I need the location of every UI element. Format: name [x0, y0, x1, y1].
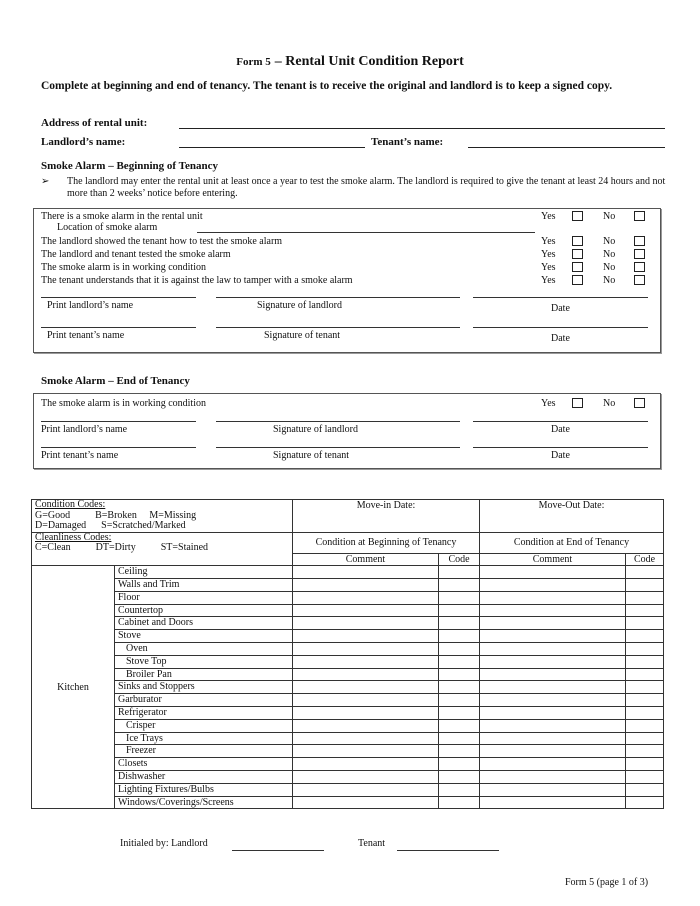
initialed-landlord-label: Initialed by: Landlord: [120, 838, 208, 849]
comment-cell[interactable]: [480, 668, 626, 681]
code-cell[interactable]: [439, 758, 480, 771]
item-countertop: Countertop: [115, 604, 293, 617]
condition-table: [31, 499, 664, 809]
item-windows-coverings: Windows/Coverings/Screens: [115, 796, 293, 809]
form-title: – Rental Unit Condition Report: [274, 54, 464, 69]
item-lighting-fixtures: Lighting Fixtures/Bulbs: [115, 783, 293, 796]
no-checkbox[interactable]: [634, 262, 645, 272]
print-landlord-line[interactable]: [41, 421, 196, 422]
code-header: Code: [439, 553, 480, 566]
comment-cell[interactable]: [293, 758, 439, 771]
code-cell[interactable]: [439, 694, 480, 707]
smoke-end-title: Smoke Alarm – End of Tenancy: [41, 375, 190, 387]
room-label-kitchen: Kitchen: [32, 566, 115, 809]
code-cell[interactable]: [439, 617, 480, 630]
code-cell[interactable]: [439, 707, 480, 720]
code-cell[interactable]: [439, 719, 480, 732]
item-closets: Closets: [115, 758, 293, 771]
sig-landlord-line[interactable]: [216, 297, 460, 298]
item-ceiling: Ceiling: [115, 566, 293, 579]
sig-tenant-label: Signature of tenant: [273, 450, 350, 461]
no-checkbox[interactable]: [634, 275, 645, 285]
code-cell[interactable]: [626, 758, 664, 771]
no-label: No: [603, 262, 616, 273]
code-cell[interactable]: [439, 630, 480, 643]
comment-cell[interactable]: [480, 604, 626, 617]
move-in-date-cell[interactable]: [293, 500, 480, 533]
comment-cell[interactable]: [480, 796, 626, 809]
comment-cell[interactable]: [293, 681, 439, 694]
page-footer: Form 5 (page 1 of 3): [565, 877, 649, 888]
comment-cell[interactable]: [480, 783, 626, 796]
print-tenant-line[interactable]: [41, 327, 196, 328]
initialed-tenant-field[interactable]: [397, 850, 499, 851]
condition-codes-title: Condition Codes:: [35, 499, 106, 510]
item-walls-and-trim: Walls and Trim: [115, 579, 293, 592]
comment-cell[interactable]: [293, 707, 439, 720]
item-ice-trays: Ice Trays: [115, 732, 293, 745]
no-label: No: [603, 236, 616, 247]
sig-landlord-label: Signature of landlord: [257, 300, 342, 311]
item-floor: Floor: [115, 591, 293, 604]
arrow-bullet-icon: ➢: [41, 176, 50, 187]
code-cell[interactable]: [626, 694, 664, 707]
yes-label: Yes: [541, 236, 556, 247]
location-label: Location of smoke alarm: [57, 222, 158, 233]
condition-codes-cell: [32, 500, 293, 533]
smoke-begin-item-1: There is a smoke alarm in the rental unit: [41, 211, 203, 222]
yes-label: Yes: [541, 275, 556, 286]
yes-checkbox[interactable]: [572, 262, 583, 272]
condition-codes-line-1: G=Good B=Broken M=Missing: [35, 509, 197, 521]
code-header: Code: [626, 553, 664, 566]
comment-cell[interactable]: [293, 668, 439, 681]
code-cell[interactable]: [626, 681, 664, 694]
item-stove-top: Stove Top: [115, 655, 293, 668]
code-cell[interactable]: [439, 796, 480, 809]
sig-tenant-label: Signature of tenant: [264, 330, 341, 341]
comment-cell[interactable]: [480, 732, 626, 745]
condition-begin-header: Condition at Beginning of Tenancy: [293, 532, 480, 553]
move-out-date-cell[interactable]: [480, 500, 664, 533]
item-oven: Oven: [115, 643, 293, 656]
code-cell[interactable]: [439, 783, 480, 796]
code-cell[interactable]: [626, 745, 664, 758]
print-landlord-label: Print landlord’s name: [41, 424, 128, 435]
item-crisper: Crisper: [115, 719, 293, 732]
smoke-end-item: The smoke alarm is in working condition: [41, 398, 206, 409]
no-checkbox[interactable]: [634, 398, 645, 408]
address-label: Address of rental unit:: [41, 117, 148, 129]
comment-cell[interactable]: [480, 579, 626, 592]
comment-cell[interactable]: [480, 617, 626, 630]
date-label: Date: [551, 424, 570, 435]
smoke-begin-item-3: The landlord and tenant tested the smoke alarm: [41, 249, 231, 260]
code-cell[interactable]: [439, 745, 480, 758]
cleanliness-codes-cell: [32, 532, 293, 566]
cleanliness-codes-line: C=Clean DT=Dirty ST=Stained: [35, 542, 209, 553]
code-cell[interactable]: [439, 732, 480, 745]
comment-cell[interactable]: [293, 630, 439, 643]
comment-cell[interactable]: [480, 771, 626, 784]
smoke-begin-item-2: The landlord showed the tenant how to test the smoke alarm: [41, 236, 283, 247]
comment-cell[interactable]: [293, 591, 439, 604]
comment-header: Comment: [480, 553, 626, 566]
condition-codes-line-2: D=Damaged S=Scratched/Marked: [35, 520, 186, 531]
comment-cell[interactable]: [293, 783, 439, 796]
yes-checkbox[interactable]: [572, 211, 583, 221]
comment-cell[interactable]: [293, 604, 439, 617]
comment-header: Comment: [293, 553, 439, 566]
move-out-date-label: Move-Out Date:: [538, 500, 605, 511]
comment-cell[interactable]: [480, 745, 626, 758]
no-checkbox[interactable]: [634, 211, 645, 221]
page-title: [0, 52, 700, 70]
condition-end-header: Condition at End of Tenancy: [480, 532, 664, 553]
form-number: Form 5: [236, 56, 271, 68]
code-cell[interactable]: [626, 643, 664, 656]
code-cell[interactable]: [626, 655, 664, 668]
print-tenant-label: Print tenant’s name: [47, 330, 125, 341]
comment-cell[interactable]: [480, 758, 626, 771]
no-label: No: [603, 275, 616, 286]
comment-cell[interactable]: [293, 694, 439, 707]
comment-cell[interactable]: [480, 566, 626, 579]
item-refrigerator: Refrigerator: [115, 707, 293, 720]
yes-checkbox[interactable]: [572, 236, 583, 246]
comment-cell[interactable]: [480, 591, 626, 604]
comment-cell[interactable]: [480, 655, 626, 668]
code-cell[interactable]: [626, 796, 664, 809]
yes-label: Yes: [541, 398, 556, 409]
yes-label: Yes: [541, 262, 556, 273]
code-cell[interactable]: [626, 617, 664, 630]
no-label: No: [603, 398, 616, 409]
print-landlord-line[interactable]: [41, 297, 196, 298]
comment-cell[interactable]: [293, 617, 439, 630]
address-field[interactable]: [179, 128, 665, 129]
initialed-tenant-label: Tenant: [358, 838, 386, 849]
code-cell[interactable]: [439, 655, 480, 668]
code-cell[interactable]: [626, 566, 664, 579]
comment-cell[interactable]: [293, 643, 439, 656]
intro-text: Complete at beginning and end of tenancy. The tenant is to receive the original and landlord is to keep a signed copy.: [41, 80, 613, 92]
comment-cell[interactable]: [480, 719, 626, 732]
code-cell[interactable]: [626, 783, 664, 796]
code-cell[interactable]: [626, 630, 664, 643]
item-sinks-and-stoppers: Sinks and Stoppers: [115, 681, 293, 694]
code-cell[interactable]: [439, 643, 480, 656]
sig-tenant-line[interactable]: [216, 327, 460, 328]
date-label: Date: [551, 333, 570, 344]
item-stove: Stove: [115, 630, 293, 643]
code-cell[interactable]: [626, 668, 664, 681]
no-checkbox[interactable]: [634, 236, 645, 246]
comment-cell[interactable]: [293, 796, 439, 809]
yes-checkbox[interactable]: [572, 275, 583, 285]
date-line[interactable]: [473, 327, 648, 328]
date-line[interactable]: [473, 297, 648, 298]
date-label: Date: [551, 450, 570, 461]
print-landlord-label: Print landlord’s name: [47, 300, 134, 311]
comment-cell[interactable]: [293, 579, 439, 592]
code-cell[interactable]: [626, 719, 664, 732]
code-cell[interactable]: [626, 732, 664, 745]
code-cell[interactable]: [439, 668, 480, 681]
comment-cell[interactable]: [480, 707, 626, 720]
print-tenant-line[interactable]: [41, 447, 196, 448]
item-broiler-pan: Broiler Pan: [115, 668, 293, 681]
item-cabinet-and-doors: Cabinet and Doors: [115, 617, 293, 630]
sig-landlord-label: Signature of landlord: [273, 424, 358, 435]
date-line[interactable]: [473, 447, 648, 448]
smoke-begin-item-5: The tenant understands that it is against the law to tamper with a smoke alarm: [41, 275, 353, 286]
no-label: No: [603, 249, 616, 260]
yes-checkbox[interactable]: [572, 398, 583, 408]
code-cell[interactable]: [439, 579, 480, 592]
comment-cell[interactable]: [480, 681, 626, 694]
comment-cell[interactable]: [480, 630, 626, 643]
comment-cell[interactable]: [293, 745, 439, 758]
smoke-begin-title: Smoke Alarm – Beginning of Tenancy: [41, 160, 218, 172]
sig-landlord-line[interactable]: [216, 421, 460, 422]
code-cell[interactable]: [626, 707, 664, 720]
code-cell[interactable]: [439, 591, 480, 604]
comment-cell[interactable]: [293, 732, 439, 745]
comment-cell[interactable]: [293, 566, 439, 579]
code-cell[interactable]: [626, 771, 664, 784]
comment-cell[interactable]: [480, 643, 626, 656]
landlord-name-field[interactable]: [179, 147, 365, 148]
sig-tenant-line[interactable]: [216, 447, 460, 448]
yes-label: Yes: [541, 211, 556, 222]
date-line[interactable]: [473, 421, 648, 422]
comment-cell[interactable]: [293, 719, 439, 732]
item-garburator: Garburator: [115, 694, 293, 707]
code-cell[interactable]: [626, 591, 664, 604]
code-cell[interactable]: [626, 579, 664, 592]
print-tenant-label: Print tenant’s name: [41, 450, 119, 461]
code-cell[interactable]: [439, 681, 480, 694]
code-cell[interactable]: [439, 604, 480, 617]
initialed-landlord-field[interactable]: [232, 850, 324, 851]
yes-label: Yes: [541, 249, 556, 260]
smoke-begin-note-text: The landlord may enter the rental unit at least once a year to test the smoke alarm. The landlord is required to give the tenant at least 24 hours and not more than 2 weeks’ notice before entering.: [67, 176, 666, 199]
smoke-begin-item-4: The smoke alarm is in working condition: [41, 262, 206, 273]
item-dishwasher: Dishwasher: [115, 771, 293, 784]
item-freezer: Freezer: [115, 745, 293, 758]
location-field[interactable]: [197, 232, 535, 233]
comment-cell[interactable]: [293, 655, 439, 668]
code-cell[interactable]: [439, 566, 480, 579]
date-label: Date: [551, 303, 570, 314]
tenant-name-label: Tenant’s name:: [371, 136, 444, 148]
cleanliness-codes-title: Cleanliness Codes:: [35, 531, 112, 543]
move-in-date-label: Move-in Date:: [356, 500, 416, 511]
code-cell[interactable]: [439, 771, 480, 784]
tenant-name-field[interactable]: [468, 147, 665, 148]
landlord-name-label: Landlord’s name:: [41, 136, 126, 148]
yes-checkbox[interactable]: [572, 249, 583, 259]
code-cell[interactable]: [626, 604, 664, 617]
no-checkbox[interactable]: [634, 249, 645, 259]
comment-cell[interactable]: [480, 694, 626, 707]
comment-cell[interactable]: [293, 771, 439, 784]
no-label: No: [603, 211, 616, 222]
